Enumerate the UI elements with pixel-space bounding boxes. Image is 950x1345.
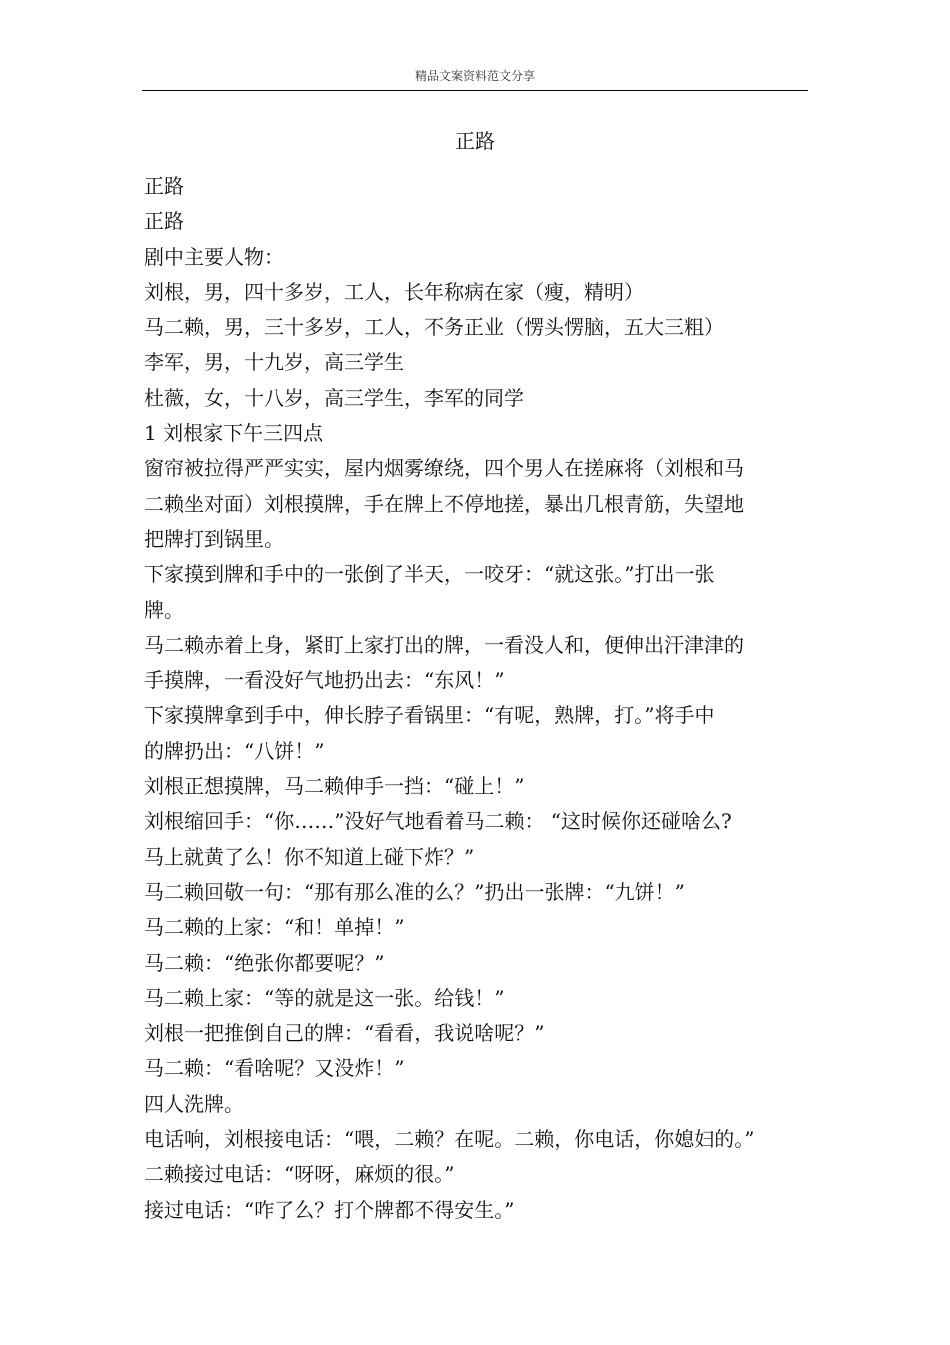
text-line: 杜薇，女，十八岁，高三学生，李军的同学 <box>144 385 524 410</box>
text-line: 下家摸牌拿到手中，伸长脖子看锅里：“有呢，熟牌，打。”将手中 <box>144 703 715 728</box>
text-line: 刘根缩回手：“你……”没好气地看着马二赖： “这时候你还碰啥么? <box>144 809 732 834</box>
page-header: 精品文案资料范文分享 <box>414 69 535 83</box>
text-line: 马二赖赤着上身，紧盯上家打出的牌，一看没人和，便伸出汗津津的 <box>144 632 744 657</box>
text-line: 二赖坐对面）刘根摸牌，手在牌上不停地搓，暴出几根青筋，失望地 <box>144 491 744 516</box>
text-line: 四人洗牌。 <box>144 1091 244 1116</box>
text-line: 下家摸到牌和手中的一张倒了半天，一咬牙：“就这张。”打出一张 <box>144 562 715 587</box>
text-line: 马二赖：“绝张你都要呢？” <box>144 950 385 975</box>
text-line: 刘根，男，四十多岁，工人，长年称病在家（瘦，精明） <box>144 279 644 304</box>
text-line: 牌。 <box>144 597 184 622</box>
text-line: 手摸牌，一看没好气地扔出去：“东风！” <box>144 668 505 693</box>
text-line: 电话响，刘根接电话：“喂，二赖？在呢。二赖，你电话，你媳妇的。” <box>144 1127 755 1152</box>
text-line: 把牌打到锅里。 <box>144 526 284 551</box>
text-line: 刘根正想摸牌，马二赖伸手一挡：“碰上！” <box>144 774 525 799</box>
text-line: 正路 <box>144 174 184 198</box>
text-line: 马二赖，男，三十多岁，工人，不务正业（愣头愣脑，五大三粗） <box>144 315 724 340</box>
text-line: 正路 <box>144 209 184 234</box>
text-line: 马二赖的上家：“和！单掉！” <box>144 915 405 940</box>
document-title: 正路 <box>455 129 495 153</box>
text-line: 马二赖：“看啥呢？又没炸！” <box>144 1056 405 1081</box>
header-divider <box>142 90 808 91</box>
text-line: 剧中主要人物： <box>144 244 284 269</box>
text-line: 接过电话：“咋了么？打个牌都不得安生。” <box>144 1197 515 1222</box>
scene-heading: 1 刘根家下午三四点 <box>144 421 324 446</box>
text-line: 李军，男，十九岁，高三学生 <box>144 350 404 375</box>
text-line: 的牌扔出：“八饼！” <box>144 738 325 763</box>
text-line: 二赖接过电话：“呀呀，麻烦的很。” <box>144 1162 455 1187</box>
text-line: 马上就黄了么！你不知道上碰下炸？” <box>144 844 475 869</box>
text-line: 马二赖上家：“等的就是这一张。给钱！” <box>144 985 505 1010</box>
text-line: 刘根一把推倒自己的牌：“看看，我说啥呢？” <box>144 1021 545 1046</box>
text-line: 窗帘被拉得严严实实，屋内烟雾缭绕，四个男人在搓麻将（刘根和马 <box>144 456 744 481</box>
document-body <box>144 169 824 1228</box>
text-line: 马二赖回敬一句：“那有那么准的么？”扔出一张牌：“九饼！” <box>144 879 685 904</box>
